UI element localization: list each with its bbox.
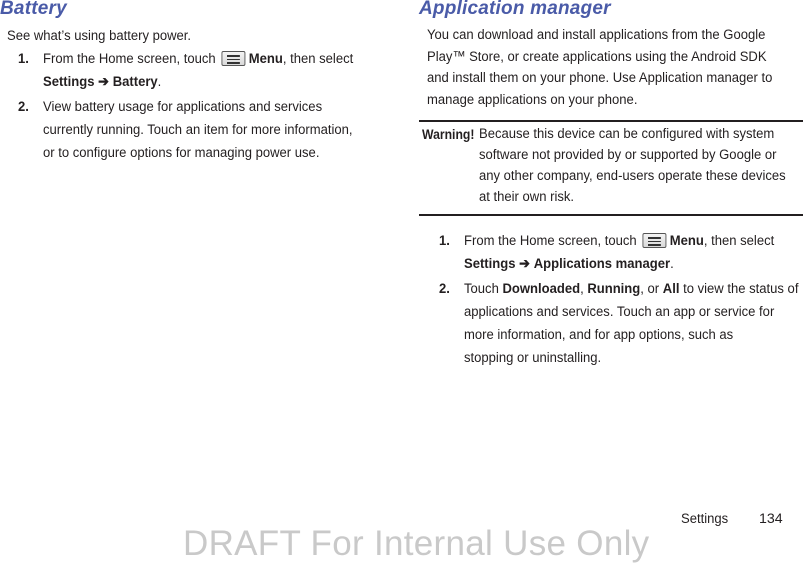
intro-line: and install them on your phone. Use Application manager to	[427, 70, 773, 86]
intro-line: Play™ Store, or create applications using the Android SDK	[427, 48, 767, 65]
step-text	[43, 96, 411, 165]
step-number: 1.	[439, 233, 450, 249]
step-text-mid: , then select	[703, 233, 775, 249]
intro-line: manage applications on your phone.	[427, 91, 638, 108]
option-all: All	[662, 281, 680, 297]
step-line: currently running. Touch an item for more information,	[43, 122, 353, 138]
step-text-before: From the Home screen, touch	[464, 233, 637, 249]
battery-intro: See what’s using battery power.	[7, 28, 192, 44]
step-line: View battery usage for applications and services	[43, 99, 323, 115]
menu-icon	[221, 51, 245, 66]
warning-top-rule	[419, 120, 803, 122]
step-text-mid: , then select	[282, 51, 354, 67]
battery-heading: Battery	[0, 0, 67, 19]
footer-section-name: Settings	[681, 511, 729, 527]
menu-label: Menu	[669, 233, 704, 249]
step-line: stopping or uninstalling.	[464, 350, 602, 366]
draft-watermark: DRAFT For Internal Use Only	[183, 524, 650, 563]
step-text	[464, 230, 803, 276]
separator: , or	[640, 281, 660, 297]
step-word: Touch	[464, 281, 499, 297]
warning-line: Because this device can be configured with system	[479, 126, 775, 142]
warning-label: Warning!	[422, 127, 475, 143]
menu-label: Menu	[248, 51, 283, 67]
arrow-icon: ➔	[98, 74, 110, 90]
period: .	[670, 256, 674, 272]
step-line: more information, and for app options, such as	[464, 327, 734, 343]
step-line: applications and services. Touch an app or service for	[464, 304, 775, 320]
step-number: 1.	[18, 51, 29, 67]
option-downloaded: Downloaded	[502, 281, 581, 297]
warning-bottom-rule	[419, 214, 803, 216]
app-manager-heading: Application manager	[419, 0, 611, 19]
step-line: or to configure options for managing power use.	[43, 145, 320, 161]
path-settings: Settings	[43, 74, 95, 90]
path-settings: Settings	[464, 256, 516, 272]
page-number: 134	[759, 511, 783, 527]
battery-section	[0, 0, 385, 161]
step-text	[464, 278, 803, 370]
menu-icon	[642, 233, 666, 248]
step-text-before: From the Home screen, touch	[43, 51, 216, 67]
path-battery: Battery	[112, 74, 158, 90]
intro-line: You can download and install applications from the Google	[427, 27, 766, 43]
step-text-rest: to view the status of	[683, 281, 799, 297]
step-number: 2.	[18, 99, 29, 115]
warning-text	[479, 124, 801, 208]
warning-line: any other company, end-users operate these devices	[479, 168, 786, 184]
separator: ,	[580, 281, 584, 297]
app-manager-intro	[427, 25, 800, 111]
path-applications-manager: Applications manager	[533, 256, 671, 272]
step-number: 2.	[439, 281, 450, 297]
option-running: Running	[587, 281, 641, 297]
step-text	[43, 48, 411, 94]
period: .	[157, 74, 162, 90]
warning-line: at their own risk.	[479, 189, 575, 205]
arrow-icon: ➔	[519, 256, 531, 272]
app-manager-section	[419, 0, 803, 108]
warning-line: software not provided by or supported by Google or	[479, 147, 777, 163]
